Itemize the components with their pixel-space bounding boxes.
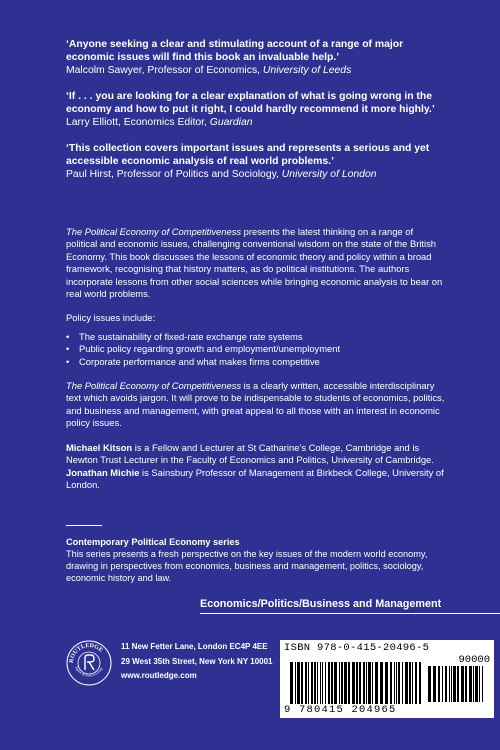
barcode-bar — [396, 662, 397, 704]
barcode-bar — [380, 662, 383, 704]
barcode-bar — [449, 666, 450, 702]
description-paragraph: The Political Economy of Competitiveness is a clearly written, accessible interdisciplinary text which avoids jargon. It will prove to be indispensable to students of economics, politics, and business and management, with great appeal to all those with an interest in economic policy issues. — [66, 380, 445, 429]
barcode-bar — [341, 662, 343, 704]
barcode-bar — [438, 666, 440, 702]
barcode-bar — [445, 666, 447, 702]
barcode-bar — [409, 662, 411, 704]
address-line: 29 West 35th Street, New York NY 10001 — [121, 656, 273, 666]
barcode-bar — [405, 662, 408, 704]
quote-text: ‘If . . . you are looking for a clear explanation of what is going wrong in the economy and how to put it right, I could hardly recommend it more highly.’ — [66, 91, 435, 115]
quote-attribution: Paul Hirst, Professor of Politics and Sociology, University of London — [66, 169, 377, 180]
barcode-bar — [419, 662, 421, 704]
barcode-bar — [390, 662, 392, 704]
publisher-url[interactable]: www.routledge.com — [121, 671, 197, 680]
barcode-bar — [451, 666, 452, 702]
publisher-address — [121, 640, 272, 684]
review-quote — [66, 38, 446, 77]
series-description: This series presents a fresh perspective on the key issues of the modern world economy, drawing in perspectives from economics, business and management, politics, sociology, economic history and law. — [66, 549, 428, 583]
barcode-bar — [428, 666, 431, 702]
barcode-bar — [475, 666, 478, 702]
barcode-bar — [301, 662, 303, 704]
barcode-bar — [314, 662, 316, 704]
barcode-bar — [359, 662, 361, 704]
barcode-bar — [461, 666, 464, 702]
barcode-bar — [297, 662, 300, 704]
barcode-bar — [363, 662, 365, 704]
barcode-bar — [317, 662, 318, 704]
author-bios: Michael Kitson is a Fellow and Lecturer at St Catharine’s College, Cambridge and is Newton Trust Lecturer in the Faculty of Economics and Politics, University of Cambridge. Jonathan Michie is Sainsbury Professor of Management at Birkbeck College, University of London. — [66, 441, 444, 490]
quote-attribution: Malcolm Sawyer, Professor of Economics, University of Leeds — [66, 65, 352, 76]
price-code-text: 90000 — [458, 654, 490, 666]
barcode-bar — [334, 662, 337, 704]
barcode-bar — [322, 662, 323, 704]
barcode-bar — [339, 662, 340, 704]
barcode-bar — [331, 662, 333, 704]
ean-barcode-bars — [290, 662, 422, 704]
divider — [66, 525, 102, 526]
barcode-bar — [290, 662, 293, 704]
subject-category: Economics/Politics/Business and Management — [200, 598, 442, 610]
barcode-bar — [348, 662, 350, 704]
review-quotes — [66, 38, 446, 194]
description-paragraph: The Political Economy of Competitiveness presents the latest thinking on a range of political and economic issues, challenging conventional wisdom on the state of the British Economy. This book discusses the lessons of economic theory and policy within a broad framework, recognising that history matters, as do political institutions. The authors incorporate lessons from other social sciences while bringing economic analysis to bear on real world problems. — [66, 226, 443, 300]
series-title: Contemporary Political Economy series — [66, 537, 240, 547]
ean-number: 9 780415 204965 — [284, 704, 397, 716]
quote-text: ‘Anyone seeking a clear and stimulating account of a range of major economic issues will find this book an invaluable help.’ — [66, 39, 404, 63]
policy-list — [66, 331, 446, 368]
list-item: • Corporate performance and what makes firms competitive — [66, 356, 446, 368]
barcode-bar — [473, 666, 474, 702]
barcode-bar — [366, 662, 367, 704]
policy-intro: Policy issues include: — [66, 312, 156, 324]
svg-text:Taylor & Francis Group: Taylor & Francis Group — [74, 665, 104, 678]
barcode-bar — [398, 662, 400, 704]
address-line: 11 New Fetter Lane, London EC4P 4EE — [121, 642, 268, 651]
barcode-bar — [375, 662, 378, 704]
barcode-bar — [295, 662, 296, 704]
barcode-bar — [356, 662, 358, 704]
review-quote — [66, 90, 446, 129]
isbn-text: ISBN 978-0-415-20496-5 — [284, 642, 430, 654]
barcode-bar — [433, 666, 436, 702]
barcode-bar — [344, 662, 347, 704]
barcode-bar — [415, 662, 417, 704]
barcode-bar — [328, 662, 330, 704]
barcode-bar — [402, 662, 403, 704]
barcode-bar — [482, 666, 483, 702]
barcode-bar — [385, 662, 388, 704]
quote-text: ‘This collection covers important issues and represents a serious and yet accessible economic analysis of real world problems.’ — [66, 143, 430, 167]
divider — [200, 613, 500, 614]
addon-barcode-bars — [428, 666, 486, 702]
barcode-bar — [465, 666, 467, 702]
quote-attribution: Larry Elliott, Economics Editor, Guardian — [66, 117, 253, 128]
barcode-bar — [305, 662, 307, 704]
barcode-bar — [325, 662, 326, 704]
barcode-bar — [394, 662, 395, 704]
routledge-logo-icon — [66, 640, 112, 686]
barcode-bar — [479, 666, 480, 702]
barcode-bar — [372, 662, 373, 704]
barcode-bar — [368, 662, 371, 704]
svg-text:ROUTLEDGE: ROUTLEDGE — [68, 642, 104, 664]
barcode-bar — [320, 662, 321, 704]
barcode-bar — [311, 662, 313, 704]
list-item: • Public policy regarding growth and employment/unemployment — [66, 343, 446, 355]
barcode-bar — [308, 662, 309, 704]
barcode-bar — [453, 666, 456, 702]
book-description — [66, 226, 446, 503]
barcode-bar — [442, 666, 443, 702]
barcode-bar — [352, 662, 355, 704]
review-quote — [66, 142, 446, 181]
barcode-bar — [457, 666, 459, 702]
isbn-barcode — [280, 640, 494, 718]
list-item: • The sustainability of fixed-rate exchange rate systems — [66, 331, 446, 343]
series-info — [66, 536, 446, 584]
barcode-bar — [412, 662, 413, 704]
barcode-bar — [469, 666, 472, 702]
